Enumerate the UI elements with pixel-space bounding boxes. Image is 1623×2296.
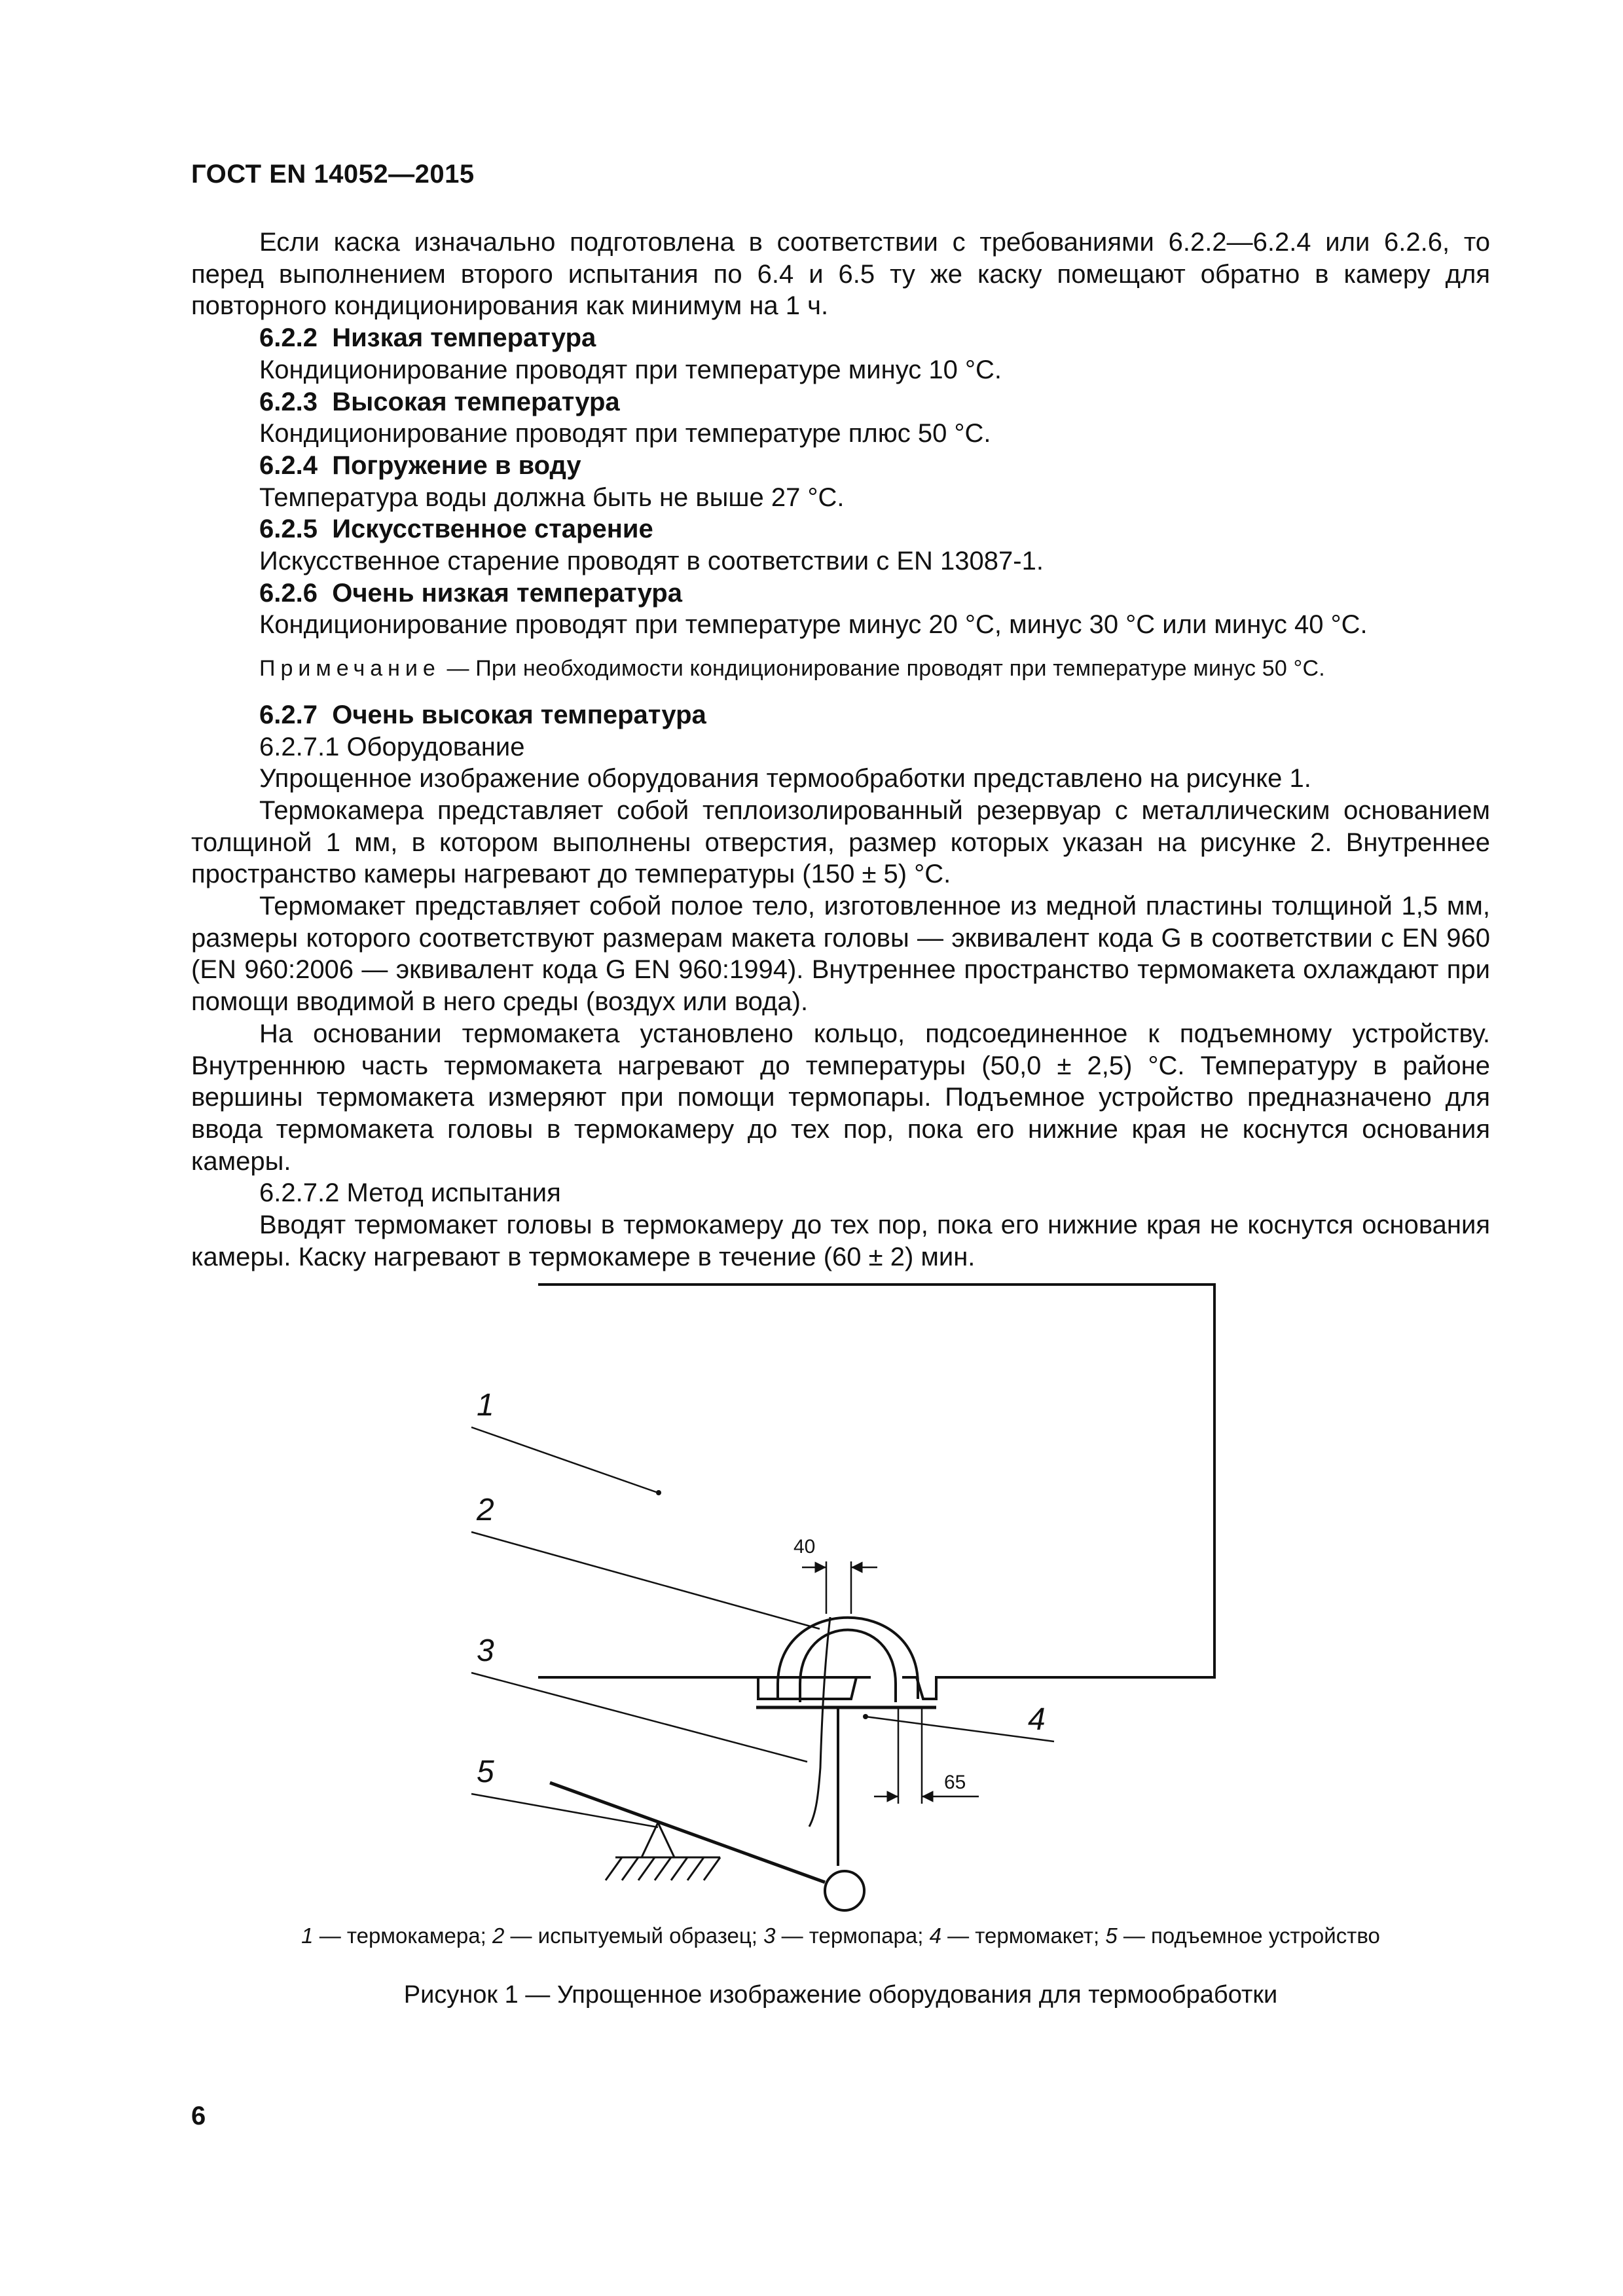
note-label: Примечание (259, 656, 441, 682)
paragraph: Кондиционирование проводят при температуре плюс 50 °С. (259, 419, 991, 448)
callout-1: 1 (477, 1388, 494, 1423)
legend-num: 2 (492, 1923, 505, 1948)
section-title: Очень низкая температура (332, 578, 682, 608)
dimension-65-label: 65 (944, 1772, 966, 1793)
dimension-40-label: 40 (793, 1536, 816, 1558)
section-heading (191, 577, 1490, 610)
legend-num: 1 (301, 1923, 314, 1948)
paragraph: Термокамера представляет собой теплоизолированный резервуар с металлическим основанием толщиной 1 мм, в котором выполнены отверстия, размер которых указан на рисунке 2. Внутреннее пространство камеры нагревают до температуры (150 ± 5) °С. (191, 795, 1490, 889)
section-heading (191, 386, 1490, 418)
figure-1 (0, 1270, 1623, 1938)
subsection-heading: 6.2.7.2 Метод испытания (259, 1178, 561, 1208)
paragraph: Если каска изначально подготовлена в соответствии с требованиями 6.2.2—6.2.4 или 6.2.6, то перед выполнением второго испытания по 6.4 и 6.5 ту же каску помещают обратно в камеру для повторного кондиционирования как минимум на 1 ч. (191, 228, 1490, 321)
section-number: 6.2.4 (259, 450, 318, 480)
lever (550, 1783, 825, 1882)
legend-text: — термомакет; (947, 1923, 1100, 1948)
callout-2: 2 (477, 1493, 494, 1527)
paragraph: Кондиционирование проводят при температуре минус 20 °С, минус 30 °С или минус 40 °С. (259, 610, 1368, 640)
dimension-lines (802, 1561, 979, 1804)
paragraph: Искусственное старение проводят в соответствии с EN 13087-1. (259, 547, 1044, 576)
paragraph: Температура воды должна быть не выше 27 °С. (259, 483, 845, 512)
ground-hatch (606, 1857, 720, 1880)
section-title: Искусственное старение (332, 515, 653, 544)
pivot (642, 1823, 674, 1857)
thermocouple-wire (809, 1617, 830, 1827)
note-text: — При необходимости кондиционирование проводят при температуре минус 50 °С. (447, 656, 1325, 682)
callout-3: 3 (477, 1633, 494, 1668)
legend-text: — испытуемый образец; (510, 1923, 757, 1948)
document-header: ГОСТ EN 14052—2015 (191, 160, 475, 189)
head-form (800, 1630, 896, 1703)
section-number: 6.2.6 (259, 578, 318, 608)
section-number: 6.2.5 (259, 515, 318, 544)
section-title: Очень высокая температура (332, 700, 706, 729)
subsection-heading: 6.2.7.1 Оборудование (259, 732, 525, 761)
callout-4: 4 (1028, 1702, 1046, 1737)
section-number: 6.2.3 (259, 387, 318, 416)
callout-5: 5 (477, 1755, 494, 1789)
note (191, 653, 1490, 685)
section-title: Погружение в воду (332, 450, 581, 480)
section-title: Низкая температура (332, 323, 596, 353)
paragraph: На основании термомакета установлено кольцо, подсоединенное к подъемному устройству. Внутреннюю часть термомакета нагревают до температуры (50,0 ± 2,5) °С. Температуру в районе вершины термомакета измеряют при помощи термопары. Подъемное устройство предназначено для ввода термомакета головы в термокамеру до тех пор, пока его нижние края не коснутся основания камеры. (191, 1019, 1490, 1176)
figure-caption: Рисунок 1 — Упрощенное изображение оборудования для термообработки (403, 1981, 1278, 2009)
body-text (191, 227, 1490, 1273)
section-number: 6.2.2 (259, 323, 318, 353)
equipment-diagram (0, 1270, 1623, 1938)
paragraph: Кондиционирование проводят при температуре минус 10 °С. (259, 355, 1002, 384)
paragraph: Термомакет представляет собой полое тело, изготовленное из медной пластины толщиной 1,5 мм, размеры которого соответствуют размерам макета головы — эквивалент кода G в соответствии с EN 960 (EN 960:2006 — эквивалент кода G EN 960:1994). Внутреннее пространство термомакета охлаждают при помощи вводимой в него среды (воздух или вода). (191, 892, 1490, 1017)
heat-chamber-outline (538, 1285, 1214, 1699)
legend-text: — термокамера; (319, 1923, 486, 1948)
paragraph: Упрощенное изображение оборудования термообработки представлено на рисунке 1. (259, 764, 1311, 793)
legend-num: 3 (763, 1923, 776, 1948)
legend-num: 4 (929, 1923, 941, 1948)
section-number: 6.2.7 (259, 700, 318, 729)
page-number: 6 (191, 2102, 206, 2130)
legend-text: — термопара; (781, 1923, 924, 1948)
section-title: Высокая температура (332, 387, 620, 416)
paragraph: Вводят термомакет головы в термокамеру до тех пор, пока его нижние края не коснутся основания камеры. Каску нагревают в термокамере в течение (60 ± 2) мин. (191, 1211, 1490, 1271)
section-heading (191, 699, 1490, 731)
ring (825, 1871, 864, 1910)
figure-legend (191, 1923, 1490, 1948)
section-heading (191, 450, 1490, 482)
section-heading (191, 322, 1490, 354)
legend-text: — подъемное устройство (1123, 1923, 1380, 1948)
legend-num: 5 (1105, 1923, 1118, 1948)
leader-lines (471, 1427, 1054, 1827)
section-heading (191, 513, 1490, 545)
